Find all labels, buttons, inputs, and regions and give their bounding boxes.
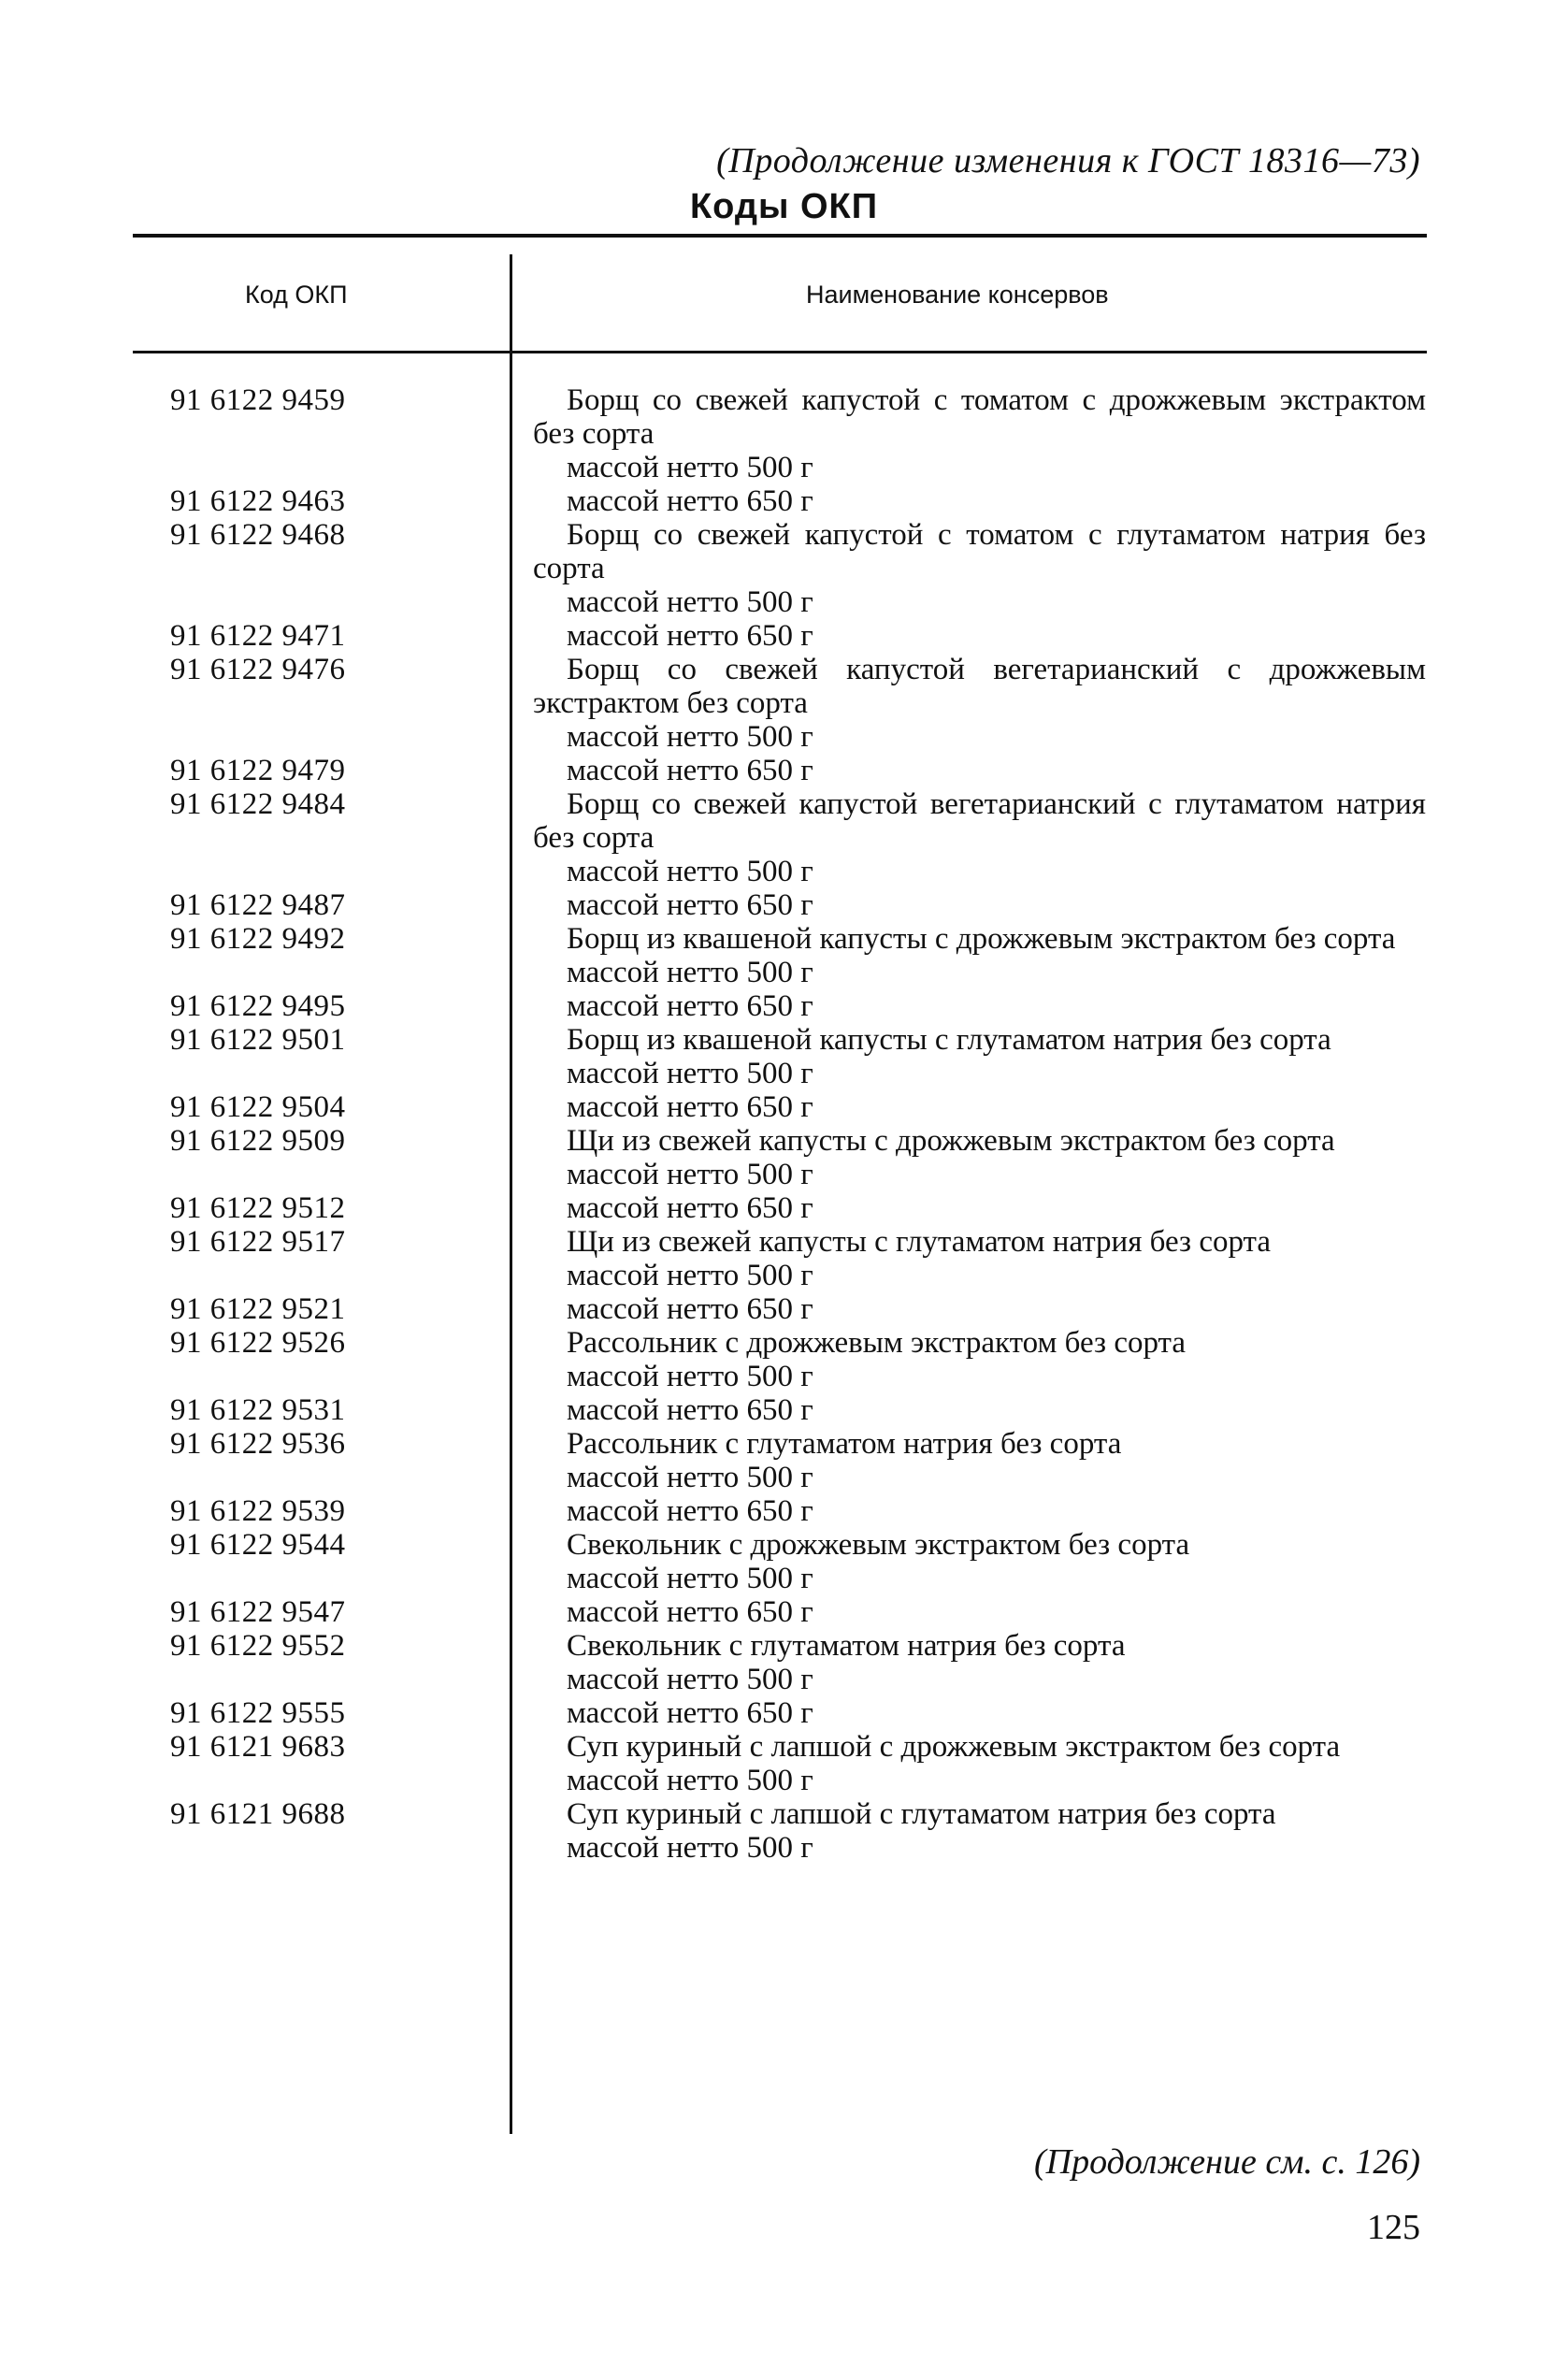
okp-code: 91 6122 9521 (170, 1292, 346, 1326)
product-name: массой нетто 650 г (567, 1191, 813, 1225)
okp-code: 91 6122 9463 (170, 484, 346, 518)
table-row (0, 518, 1568, 585)
okp-code: 91 6122 9552 (170, 1629, 346, 1663)
product-name: массой нетто 500 г (567, 1562, 813, 1595)
table-row (0, 1225, 1568, 1259)
table-row (0, 619, 1568, 653)
table-row (0, 1629, 1568, 1663)
table-row (0, 956, 1568, 989)
okp-code: 91 6122 9544 (170, 1528, 346, 1562)
table-row (0, 1831, 1568, 1865)
okp-code: 91 6122 9476 (170, 653, 346, 686)
product-name: массой нетто 500 г (567, 956, 813, 989)
product-name: Щи из свежей капусты с глутаматом натрия без сорта (567, 1225, 1272, 1259)
okp-code: 91 6122 9468 (170, 518, 346, 552)
product-name: массой нетто 650 г (567, 1494, 813, 1528)
table-row (0, 855, 1568, 888)
product-name: массой нетто 500 г (567, 855, 813, 888)
table-header-rule (133, 351, 1427, 353)
table-row (0, 1259, 1568, 1292)
table-row (0, 1595, 1568, 1629)
product-name: Рассольник с дрожжевым экстрактом без сорта (567, 1326, 1186, 1360)
product-name: массой нетто 500 г (567, 451, 813, 484)
product-name: массой нетто 650 г (567, 1595, 813, 1629)
product-name: массой нетто 650 г (567, 1393, 813, 1427)
product-name: Свекольник с глутаматом натрия без сорта (567, 1629, 1126, 1663)
okp-code: 91 6121 9683 (170, 1730, 346, 1764)
okp-code: 91 6122 9487 (170, 888, 346, 922)
okp-code: 91 6122 9517 (170, 1225, 346, 1259)
okp-code: 91 6122 9512 (170, 1191, 346, 1225)
table-row (0, 1023, 1568, 1057)
okp-code: 91 6122 9539 (170, 1494, 346, 1528)
table-row (0, 922, 1568, 956)
okp-code: 91 6122 9459 (170, 383, 346, 417)
product-name: массой нетто 500 г (567, 1158, 813, 1191)
product-name: массой нетто 500 г (567, 1360, 813, 1393)
okp-code: 91 6122 9492 (170, 922, 346, 956)
page-number: 125 (1367, 2208, 1420, 2247)
table-row (0, 1730, 1568, 1764)
product-name: массой нетто 650 г (567, 1292, 813, 1326)
page-title: Коды ОКП (689, 187, 879, 226)
okp-code: 91 6122 9479 (170, 754, 346, 787)
table-row (0, 1427, 1568, 1461)
okp-code: 91 6122 9526 (170, 1326, 346, 1360)
column-header-name: Наименование консервов (806, 281, 1109, 309)
table-row (0, 787, 1568, 855)
product-name: Суп куриный с лапшой с глутаматом натрия без сорта (567, 1797, 1276, 1831)
product-name: массой нетто 650 г (567, 754, 813, 787)
okp-code: 91 6122 9509 (170, 1124, 346, 1158)
product-name: массой нетто 500 г (567, 1831, 813, 1865)
okp-code: 91 6122 9555 (170, 1696, 346, 1730)
table-row (0, 1797, 1568, 1831)
product-name: массой нетто 500 г (567, 1259, 813, 1292)
table-row (0, 1158, 1568, 1191)
okp-code: 91 6122 9504 (170, 1090, 346, 1124)
table-row (0, 451, 1568, 484)
column-header-code: Код ОКП (245, 281, 348, 309)
table-row (0, 383, 1568, 451)
product-name: Рассольник с глутаматом натрия без сорта (567, 1427, 1122, 1461)
table-row (0, 1461, 1568, 1494)
okp-code: 91 6122 9531 (170, 1393, 346, 1427)
product-name: массой нетто 500 г (567, 720, 813, 754)
product-name: Суп куриный с лапшой с дрожжевым экстрактом без сорта (567, 1730, 1341, 1764)
product-name: Борщ со свежей капустой с томатом с дрожжевым экстрактом без сорта (533, 383, 1426, 451)
continuation-header: (Продолжение изменения к ГОСТ 18316—73) (716, 141, 1420, 180)
table-row (0, 989, 1568, 1023)
product-name: массой нетто 650 г (567, 1696, 813, 1730)
product-name: Борщ со свежей капустой вегетарианский с глутаматом натрия без сорта (533, 787, 1426, 855)
table-row (0, 1090, 1568, 1124)
table-row (0, 1663, 1568, 1696)
table-row (0, 1292, 1568, 1326)
product-name: Борщ со свежей капустой с томатом с глутаматом натрия без сорта (533, 518, 1426, 585)
table-row (0, 1124, 1568, 1158)
table-row (0, 754, 1568, 787)
product-name: Борщ со свежей капустой вегетарианский с дрожжевым экстрактом без сорта (533, 653, 1426, 720)
product-name: массой нетто 500 г (567, 1764, 813, 1797)
table-row (0, 1326, 1568, 1360)
okp-code: 91 6122 9495 (170, 989, 346, 1023)
table-row (0, 1528, 1568, 1562)
table-row (0, 1393, 1568, 1427)
table-row (0, 1696, 1568, 1730)
table-row (0, 1057, 1568, 1090)
table-row (0, 1494, 1568, 1528)
table-row (0, 1562, 1568, 1595)
table-row (0, 1191, 1568, 1225)
okp-code: 91 6122 9536 (170, 1427, 346, 1461)
product-name: Борщ из квашеной капусты с глутаматом натрия без сорта (567, 1023, 1331, 1057)
table-row (0, 484, 1568, 518)
product-name: Щи из свежей капусты с дрожжевым экстрактом без сорта (567, 1124, 1335, 1158)
product-name: Свекольник с дрожжевым экстрактом без сорта (567, 1528, 1190, 1562)
product-name: массой нетто 650 г (567, 989, 813, 1023)
table-row (0, 888, 1568, 922)
continuation-footer: (Продолжение см. с. 126) (1033, 2142, 1420, 2182)
table-row (0, 720, 1568, 754)
product-name: массой нетто 500 г (567, 1057, 813, 1090)
table-row (0, 653, 1568, 720)
product-name: массой нетто 650 г (567, 888, 813, 922)
table-row (0, 1764, 1568, 1797)
okp-code: 91 6122 9547 (170, 1595, 346, 1629)
product-name: Борщ из квашеной капусты с дрожжевым экстрактом без сорта (567, 922, 1396, 956)
okp-code: 91 6122 9471 (170, 619, 346, 653)
okp-code: 91 6122 9501 (170, 1023, 346, 1057)
product-name: массой нетто 500 г (567, 1663, 813, 1696)
table-body (0, 383, 1568, 1865)
product-name: массой нетто 650 г (567, 619, 813, 653)
table-row (0, 1360, 1568, 1393)
product-name: массой нетто 650 г (567, 1090, 813, 1124)
table-row (0, 585, 1568, 619)
okp-code: 91 6122 9484 (170, 787, 346, 821)
okp-code: 91 6121 9688 (170, 1797, 346, 1831)
table-top-rule (133, 234, 1427, 238)
product-name: массой нетто 500 г (567, 1461, 813, 1494)
product-name: массой нетто 500 г (567, 585, 813, 619)
product-name: массой нетто 650 г (567, 484, 813, 518)
